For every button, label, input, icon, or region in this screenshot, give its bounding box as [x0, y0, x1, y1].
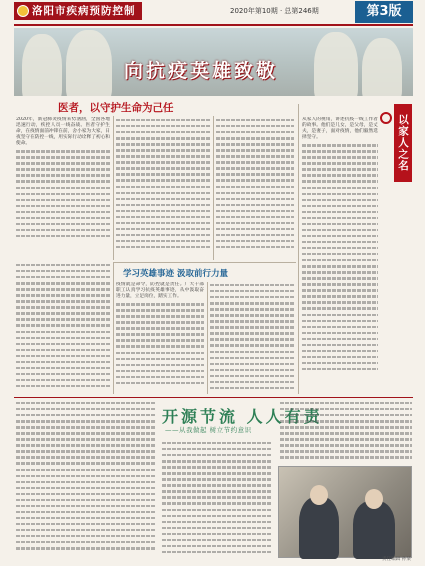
article1-title: 医者，以守护生命为己任 [58, 102, 174, 114]
bottom-photo [278, 466, 412, 558]
masthead [0, 0, 425, 30]
banner-figure [22, 34, 62, 96]
banner-figure [66, 30, 112, 96]
article2-col1 [116, 282, 204, 394]
article1-lead: 2020年，新冠肺炎疫情来势汹汹，全国各地迅速行动，疾控人员一线奋战。医者守护生命，在疫情面前冲锋在前，舍小家为大家，日夜坚守在防控一线，用实际行动诠释了初心和使命。 [16, 117, 110, 147]
hero-banner [14, 28, 413, 96]
article1-col2 [116, 117, 210, 257]
column-divider [298, 104, 299, 394]
banner-title: 向抗疫英雄致敬 [124, 60, 279, 82]
article3-lead: 从家人的视角，讲述抗疫一线工作者的故事。他们是儿女，是父母，是丈夫，是妻子，面对疫情，他们毅然选择坚守。 [302, 117, 378, 141]
footer-credit: 责任编辑 孙某 [381, 557, 411, 562]
page-badge: 第3版 [355, 1, 413, 23]
section-divider [114, 262, 296, 263]
column-divider [207, 282, 208, 394]
banner-figure [314, 32, 358, 96]
photo-person [299, 497, 339, 559]
bottom-col1 [16, 400, 156, 560]
article3-col-wide [302, 184, 412, 392]
banner-figure [362, 38, 402, 96]
bottom-col2 [162, 440, 272, 560]
side-tag-ornament [380, 112, 392, 124]
column-divider [113, 262, 114, 394]
brand-name: 洛阳市疾病预防控制 [32, 5, 136, 17]
bottom-col3 [280, 400, 412, 462]
photo-face [365, 489, 383, 509]
column-divider [113, 116, 114, 260]
emblem-icon [17, 5, 29, 17]
article1-col1-lower [16, 262, 110, 394]
issue-info: 2020年第10期 · 总第246期 [230, 7, 319, 15]
column-divider [213, 116, 214, 260]
bottom-article-title: 开源节流 人人有责 [162, 407, 323, 426]
article1-col3 [216, 117, 294, 257]
bottom-section-rule [14, 397, 413, 398]
photo-person [353, 501, 395, 559]
article1-col1 [16, 117, 110, 257]
brand-nameplate [14, 2, 142, 20]
bottom-article-subtitle: ——从我做起 树立节约意识 [165, 426, 252, 434]
masthead-rule [14, 24, 413, 26]
article2-title: 学习英雄事迹 汲取前行力量 [123, 269, 228, 279]
photo-face [310, 485, 328, 505]
side-tag: 以家人之名 [394, 104, 412, 182]
article2-lead: 疫情就是命令，防控就是责任。广大干部职工认真学习抗疫英雄事迹，从中汲取奋进力量，立足岗位，踏实工作。 [116, 282, 204, 300]
article2-col2 [210, 282, 294, 394]
